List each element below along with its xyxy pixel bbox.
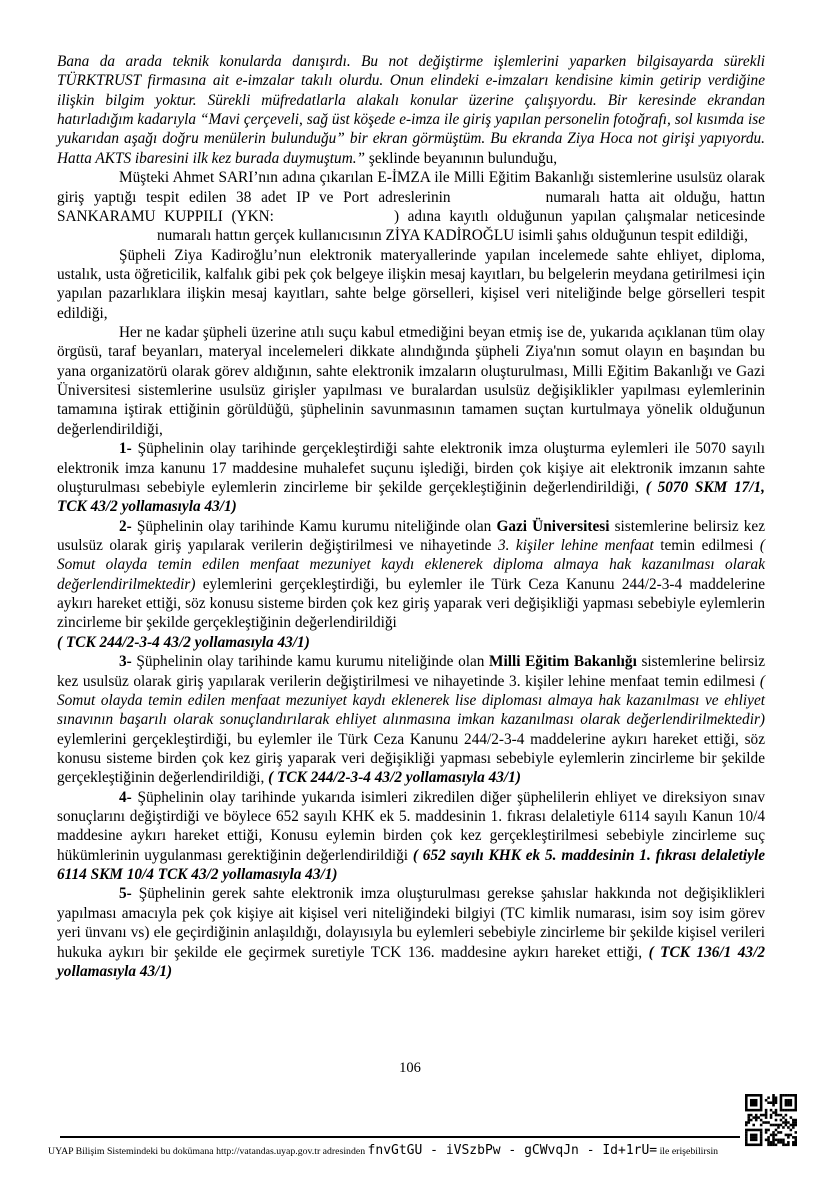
text-segment: ( TCK 244/2-3-4 43/2 yollamasıyla 43/1) [268,769,521,787]
paragraph [57,652,765,788]
paragraph [57,633,765,652]
text-segment: Şüphelinin gerek sahte elektronik imza oluşturulması gerekse şahıslar hakkında not değişiklikleri yapılması amacıyla pek çok kişiye ait kişisel veri niteliğindeki bilgiyi (TC kimlik numarası, isim soy isim görev yeri ünvanı vs) ele geçirdiğinin anlaşıldığı, dolayısıyla bu eylemleri sebebiyle zincirleme bir şekilde kişisel verileri hukuka aykırı bir şekilde ele geçirmek suretiyle TCK 136. maddesine aykırı hareket ettiği, [57,885,765,961]
text-segment: sistemlerine belirsiz kez usulsüz olarak giriş yapılarak verilerin değiştirilmesi ve nihayetinde [57,517,765,554]
text-segment: ( TCK 136/1 43/2 yollamasıyla 43/1) [57,943,765,980]
text-segment: 5- [119,885,132,903]
text-segment: numaralı hattın gerçek kullanıcısının ZİYA KADİROĞLU isimli şahıs olduğunun tespit edildiği, [157,227,748,245]
redacted-blank [57,239,157,240]
text-segment: ( Somut olayda temin edilen menfaat mezuniyet kaydı eklenerek diploma almaya hak kazanılması olarak değerlendirilmektedir) [57,536,765,593]
text-segment: numaralı hatta ait olduğu, hattın SANKARAMU KUPPILI (YKN: [57,188,765,225]
text-segment: Şüphelinin olay tarihinde yukarıda isimleri zikredilen diğer şüphelilerin ehliyet ve direksiyon sınav sonuçlarını değiştirdiği ve böylece 652 sayılı KHK ek 5. maddesinin 1. fıkrası delaletiyle 6114 sayılı Kanun 10/4 maddesine aykırı hareket ettiği, Konusu eylemin birden çok kez gerçekleştirilmesi sebebiyle zincirleme suç hükümlerinin uygulanması gerektiğinin değerlendirildiği [57,788,765,864]
text-segment: Müşteki Ahmet SARI’nın adına çıkarılan E-İMZA ile Milli Eğitim Bakanlığı sistemlerine usulsüz olarak giriş yaptığı tespit edilen 38 adet IP ve Port adreslerinin [57,169,765,206]
paragraph [57,246,765,323]
text-segment: 4- [119,788,132,806]
text-segment: 3. kişiler lehine menfaat [497,536,654,554]
qr-code [745,1093,797,1149]
text-segment: eylemlerini gerçekleştirdiği, bu eylemler ile Türk Ceza Kanunu 244/2-3-4 maddelerine aykırı hareket ettiği, söz konusu sisteme birden çok kez giriş yaparak veri değişikliği yapması sebebiyle eylemlerin zincirleme bir şekilde gerçekleştiğinin değerlendirildiği, [57,730,765,787]
paragraph [57,52,765,168]
footer-access-note [48,1143,748,1158]
footer-access-suffix: ile erişebilirsin [657,1146,719,1157]
text-segment: ( 652 sayılı KHK ek 5. maddesinin 1. fıkrası delaletiyle 6114 SKM 10/4 TCK 43/2 yollamasıyla 43/1) [57,846,765,884]
text-segment: Şüphelinin olay tarihinde Kamu kurumu niteliğinde olan [131,517,497,535]
footer-access-prefix: UYAP Bilişim Sistemindeki bu dokümana http://vatandas.uyap.gov.tr adresinden [48,1146,368,1157]
document-body [57,52,765,981]
text-segment: Her ne kadar şüpheli üzerine atılı suçu kabul etmediğini beyan etmiş ise de, yukarıda açıklanan tüm olay örgüsü, taraf beyanları, materyal incelemeleri dikkate alındığında şüpheli Ziya'nın somut olayın en başından bu yana organizatörü olarak görev aldığının, sahte elektronik imzaların oluşturulması, Milli Eğitim Bakanlığı ve Gazi Üniversitesi sistemlerine usulsüz girişler yapılması ve buralardan usulsüz değişiklikler yapılması eylemlerinin tamamına iştirak ettiğinin görüldüğü, şüphelinin savunmasının tamamen suçtan kurtulmaya yönelik olduğunun değerlendirildiği, [57,324,765,438]
paragraph [57,517,765,633]
text-segment: Şüpheli Ziya Kadiroğlu’nun elektronik materyallerinde yapılan incelemede sahte ehliyet, diploma, ustalık, usta öğreticilik, kalfalık gibi pek çok belgeye ilişkin mesaj kayıtları, bu belgelerin meydana getirilmesi için yapılan pazarlıklara ilişkin mesaj kayıtları, sahte belge görselleri, kişisel veri niteliğinde belge görselleri tespit edildiği, [57,246,765,322]
text-segment: eylemlerini gerçekleştirdiği, bu eylemler ile Türk Ceza Kanunu 244/2-3-4 maddelerine aykırı hareket ettiği, söz konusu sisteme birden çok kez giriş yaparak veri değişikliği yapması sebebiyle eylemlerin zincirleme bir şekilde gerçekleştiğinin değerlendirildiği [57,575,765,632]
footer-access-code: fnvGtGU - iVSzbPw - gCWvqJn - Id+1rU= [367,1143,658,1158]
text-segment: Bana da arada teknik konularda danışırdı. Bu not değiştirme işlemlerini yaparken bilgisayarda sürekli TÜRKTRUST firmasına ait e-imzalar takılı olurdu. Onun elindeki e-imzaları kendisine kimin getirip verdiğine ilişkin bilgim yoktur. Sürekli müfredatlarla alakalı konular üzerine çalışıyordu. Bir keresinde ekrandan hatırladığım kadarıyla “Mavi çerçeveli, sağ üst köşede e-imza ile giriş yapılan personelin fotoğrafı, sol kısımda ise yukarıdan aşağı doğru menülerin bulunduğu” bir ekran görmüştüm. Bu ekranda Ziya Hoca not girişi yapıyordu. Hatta AKTS ibaresini ilk kez burada duymuştum.” [57,53,765,167]
text-segment: 1- [119,440,132,458]
text-segment: 3- [119,653,132,671]
text-segment: sistemlerine belirsiz kez usulsüz olarak giriş yapılarak verilerin değiştirilmesi ve nihayetinde 3. kişiler lehine menfaat temin edilmesi [57,653,766,690]
text-segment: Gazi Üniversitesi [496,517,610,535]
text-segment: temin edilmesi [653,536,760,554]
page-number: 106 [399,1060,421,1076]
paragraph [57,788,765,885]
footer-divider [60,1136,740,1138]
text-segment: ( TCK 244/2-3-4 43/2 yollamasıyla 43/1) [57,633,310,651]
paragraph [57,168,765,245]
paragraph [57,323,765,439]
text-segment: Şüphelinin olay tarihinde gerçekleştirdiği sahte elektronik imza oluşturma eylemleri ile 5070 sayılı elektronik imza kanunu 17 maddesine muhalefet suçunu işlediği, birden çok kişiye ait elektronik imzanın sahte oluşturulması sebebiyle eylemlerin zincirleme bir şekilde gerçekleştiğinin değerlendirildiği, [57,440,765,496]
text-segment: Şüphelinin olay tarihinde kamu kurumu niteliğinde olan [131,653,490,671]
redacted-blank [274,220,394,221]
text-segment: 2- [119,517,132,535]
redacted-blank [451,201,546,202]
paragraph [57,884,765,981]
text-segment: şeklinde beyanının bulunduğu, [365,149,558,167]
text-segment: ( 5070 SKM 17/1, TCK 43/2 yollamasıyla 43/1) [57,478,765,516]
text-segment: Milli Eğitim Bakanlığı [489,653,637,671]
text-segment: ) adına kayıtlı olduğunun yapılan çalışmalar neticesinde [393,207,765,225]
text-segment: ( Somut olayda temin edilen menfaat mezuniyet kaydı eklenerek lise diploması almaya hak kazanılması ve ehliyet sınavının başarılı olarak sonuçlandırılarak ehliyet alınmasına imkan kazanılması olarak değerlendirilmektedir) [57,672,765,729]
paragraph [57,439,765,516]
